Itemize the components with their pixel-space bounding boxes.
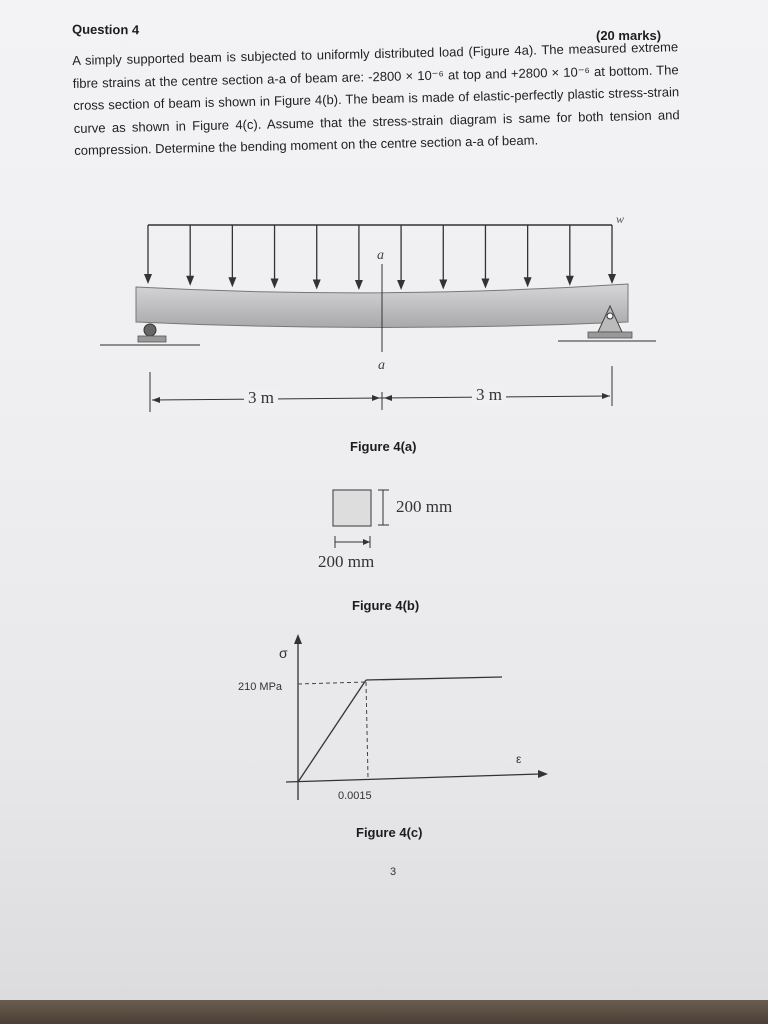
figure-4b-caption: Figure 4(b): [352, 598, 420, 613]
figure-4a-caption: Figure 4(a): [350, 439, 417, 454]
elastic-line: [298, 680, 366, 782]
question-title: Question 4: [71, 21, 140, 38]
background-surface: [0, 1000, 768, 1024]
yield-stress-dash: [298, 682, 366, 684]
section-width-label: 200 mm: [318, 552, 375, 571]
span-left-label: 3 m: [244, 388, 278, 408]
question-marks: (20 marks): [596, 28, 662, 43]
epsilon-label: ε: [516, 752, 522, 766]
yield-strain-label: 0.0015: [338, 790, 372, 802]
sigma-label: σ: [279, 645, 288, 661]
load-label: w: [616, 212, 625, 226]
question-text: A simply supported beam is subjected to uniformly distributed load (Figure 4a). The measured extreme fibre strains at the centre section a-a of beam are: -2800 × 10⁻⁶ at top and +2800 × 10⁻⁶ at bottom. The cross section of beam is shown in Figure 4(b). The beam is made of elastic-perfectly plastic stress-strain curve as shown in Figure 4(c). Assume that the stress-strain diagram is same for both tension and compression. Determine the bending moment on the centre section a-a of beam.: [72, 39, 680, 158]
section-label-bottom: a: [378, 358, 385, 373]
yield-strain-dash: [366, 682, 368, 778]
figure-4c-caption: Figure 4(c): [356, 825, 423, 840]
section-height-label: 200 mm: [396, 497, 453, 516]
yield-stress-label: 210 MPa: [238, 681, 283, 693]
span-right-label: 3 m: [472, 385, 506, 405]
page-number: 3: [390, 866, 397, 878]
section-label-top: a: [377, 248, 384, 263]
epsilon-axis: [286, 774, 540, 782]
plastic-line: [366, 677, 502, 680]
